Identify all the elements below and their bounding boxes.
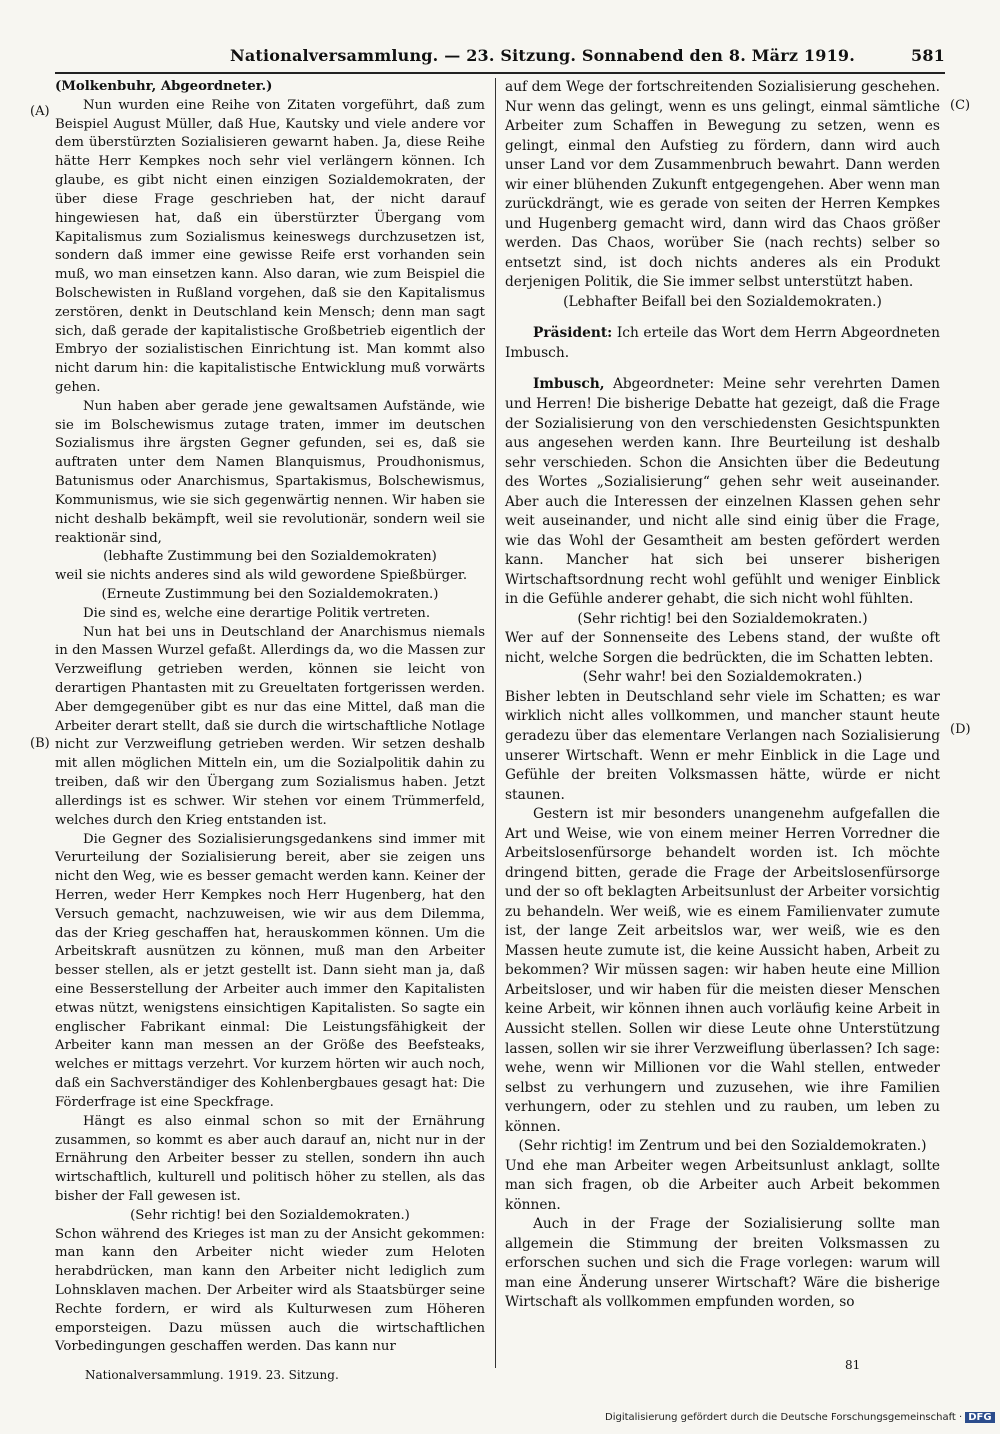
reaction-note: (Sehr richtig! bei den Sozialdemokraten.) — [130, 1207, 410, 1223]
paragraph: Nun hat bei uns in Deutschland der Anarchismus niemals in den Massen Wurzel gefaßt. Allerdings da, wo die Massen zur Verzweiflung getrieben werden, können sie leicht von derartigen Phantasten mit zu Greueltaten fortgerissen werden. Aber demgegenüber gibt es nur das eine Mittel, daß man die Arbeiter derart stellt, daß sie durch die wirtschaftliche Notlage nicht zur Verzweiflung getrieben werden. Wir setzen deshalb mit allen möglichen Mitteln ein, um die Sozialpolitik dahin zu treiben, daß wir den Übergang zum Sozialismus haben. Jetzt allerdings ist es schwer. Wir stehen vor einem Trümmerfeld, welches durch den Krieg entstanden ist. — [55, 624, 485, 828]
president-text: Ich erteile das Wort dem Herrn Abgeordneten Imbusch. — [505, 325, 941, 361]
paragraph: Die sind es, welche eine derartige Politik vertreten. — [83, 605, 431, 621]
reaction-note: (Sehr wahr! bei den Sozialdemokraten.) — [582, 669, 863, 686]
paragraph: Gestern ist mir besonders unangenehm aufgefallen die Art und Weise, wie von einem meiner Herren Vorredner die Arbeitslosenfürsorge behandelt worden ist. Ich möchte dringend bitten, gerade die Frage der Arbeitslosenfürsorge und der so oft beklagten Arbeitsunlust der Arbeiter vorsichtig zu behandeln. Wer weiß, wie es einem Familienvater zumute ist, der lange Zeit arbeitslos war, wer weiß, wie es den Massen heute zumute ist, die keine Aussicht haben, Arbeit zu bekommen? Wir müssen sagen: wir haben heute eine Million Arbeitsloser, und wir haben für die meisten dieser Menschen keine Arbeit, wir können ihnen auch vorläufig keine Arbeit in Aussicht stellen. Sollen wir diese Leute ohne Unterstützung lassen, sollen wir sie ihrer Verzweiflung überlassen? Ich sage: wehe, wenn wir Millionen vor die Wahl stellen, entweder selbst zu verhungern und zuzusehen, wie ihre Familien verhungern, oder zu stehlen und zu rauben, um leben zu können. — [505, 806, 940, 1135]
margin-marker-a: (A) — [30, 104, 50, 119]
imbusch-text: Abgeordneter: Meine sehr verehrten Damen und Herren! Die bisherige Debatte hat gezeigt, daß die Frage der Sozialisierung von den verschiedensten Gesichtspunkten aus angesehen werden kann. Ihre Beurteilung ist deshalb sehr verschieden. Schon die Ansichten über die Bedeutung des Wortes „Sozialisierung“ gehen sehr weit auseinander. Aber auch die Interessen der einzelnen Klassen gehen sehr weit auseinander, und nicht alle sind einig über die Frage, wie das Wohl der Gesamtheit am besten gefördert werden kann. Mancher hat sich bei unserer bisherigen Wirtschaftsordnung recht wohl gefühlt und weniger Einblick in die Gefühle anderer gehabt, die sich nicht wohl fühlten. — [505, 376, 940, 608]
dfg-logo: DFG — [965, 1412, 994, 1423]
paragraph: Und ehe man Arbeiter wegen Arbeitsunlust anklagt, sollte man sich fragen, ob die Arbeiter auch Arbeit bekommen können. — [505, 1157, 940, 1213]
paragraph: Die Gegner des Sozialisierungsgedankens sind immer mit Verurteilung der Sozialisierung bereit, aber sie zeigen uns nicht den Weg, wie es besser gemacht werden kann. Keiner der Herren, weder Herr Kempkes noch Herr Hugenberg, hat den Versuch gemacht, nachzuweisen, wie wir aus dem Dilemma, das der Krieg geschaffen hat, herauskommen können. Um die Arbeitskraft ausnützen zu können, muß man den Arbeiter besser stellen, als er jetzt gestellt ist. Dann sieht man ja, daß eine Besserstellung der Arbeiter auch immer den Kapitalisten etwas nützt, wenigstens einsichtigen Kapitalisten. So sagte ein englischer Fabrikant einmal: Die Leistungsfähigkeit der Arbeiter kann man messen an der Größe des Beefsteaks, welches er mittags verzehrt. Vor kurzem hörten wir auch noch, daß ein Sachverständiger des Kohlenbergbaues gesagt hat: Die Förderfrage ist eine Speckfrage. — [55, 831, 485, 1110]
paragraph: Hängt es also einmal schon so mit der Ernährung zusammen, so kommt es aber auch darauf an, nicht nur in der Ernährung den Arbeiter besser zu stellen, sondern ihn auch wirtschaftlich, kulturell und politisch höher zu stellen, als das bisher der Fall gewesen ist. — [55, 1113, 485, 1204]
digitization-credit — [605, 1412, 995, 1423]
reaction-note: (Sehr richtig! im Zentrum und bei den Sozialdemokraten.) — [518, 1138, 927, 1155]
paragraph: Nun haben aber gerade jene gewaltsamen Aufstände, wie sie im Bolschewismus zutage traten, immer im deutschen Sozialismus ihre ärgsten Gegner gefunden, sei es, daß sie auftraten unter dem Namen Blanquismus, Proudhonismus, Batunismus oder Anarchismus, Spartakismus, Bolschewismus, Kommunismus, wie sie sich gegenwärtig nennen. Wir haben sie nicht deshalb bekämpft, weil sie revolutionär, sondern weil sie reaktionär sind, — [55, 398, 485, 546]
paragraph: Schon während des Krieges ist man zu der Ansicht gekommen: man kann den Arbeiter nicht wieder zum Heloten herabdrücken, man kann den Arbeiter nicht lediglich zum Lohnsklaven machen. Der Arbeiter wird als Staatsbürger seine Rechte fordern, er wird als Kulturwesen zum Höheren emporsteigen. Dazu müssen auch die wirtschaftlichen Vorbedingungen geschaffen werden. Das kann nur — [55, 1226, 485, 1355]
reaction-note: (Erneute Zustimmung bei den Sozialdemokraten.) — [101, 586, 439, 602]
footer-session-line: Nationalversammlung. 1919. 23. Sitzung. — [85, 1368, 339, 1382]
reaction-note: (Lebhafter Beifall bei den Sozialdemokraten.) — [563, 293, 882, 310]
digitization-text: Digitalisierung gefördert durch die Deutsche Forschungsgemeinschaft · — [605, 1412, 963, 1423]
paragraph: Wer auf der Sonnenseite des Lebens stand, der wußte oft nicht, welche Sorgen die bedrückten, die im Schatten lebten. — [505, 630, 940, 666]
paragraph: Auch in der Frage der Sozialisierung sollte man allgemein die Stimmung der breiten Volksmassen zu erforschen suchen und sich die Frage vorlegen: warum will man eine Änderung unserer Wirtschaft? Wäre die bisherige Wirtschaft als vollkommen empfunden worden, so — [505, 1216, 940, 1311]
imbusch-speech — [505, 375, 940, 609]
reaction-note: (Sehr richtig! bei den Sozialdemokraten.) — [577, 610, 868, 627]
paragraph: Bisher lebten in Deutschland sehr viele im Schatten; es war wirklich nicht alles vollkommen, und mancher staunt heute geradezu über das elementare Verlangen nach Sozialisierung unserer Wirtschaft. Wenn er mehr Einblick in die Lage und Gefühle der breiten Volksmassen hätte, würde er nicht staunen. — [505, 688, 940, 803]
paragraph: weil sie nichts anderes sind als wild gewordene Spießbürger. — [55, 568, 468, 584]
paragraph: auf dem Wege der fortschreitenden Sozialisierung geschehen. Nur wenn das gelingt, wenn es uns gelingt, einmal sämtliche Arbeiter zum Schaffen in Bewegung zu setzen, wenn es gelingt, einmal den Aufstieg zu fördern, dann wird auch unser Land vor dem Zusammenbruch bewahrt. Dann werden wir einer blühenden Zukunft entgegengehen. Aber wenn man zurückdrängt, wie es gerade von seiten der Herren Kempkes und Hugenberg gemacht wird, dann wird das Chaos größer werden. Das Chaos, worüber Sie (nach rechts) selber so entsetzt sind, ist doch nichts anderes als ein Produkt derjenigen Politik, die Sie immer selbst unterstützt haben. — [505, 79, 940, 291]
footer-sheet-number: 81 — [845, 1358, 861, 1372]
header-rule — [55, 72, 945, 74]
reaction-note: (lebhafte Zustimmung bei den Sozialdemokraten) — [103, 549, 437, 565]
margin-marker-c: (C) — [950, 98, 971, 113]
column-divider — [495, 78, 496, 1368]
speaker-label-imbusch: Imbusch, — [533, 376, 605, 393]
left-column — [55, 78, 485, 1378]
page-header — [55, 46, 945, 70]
margin-marker-d: (D) — [950, 722, 971, 737]
paragraph: Nun wurden eine Reihe von Zitaten vorgeführt, daß zum Beispiel August Müller, daß Hue, Kautsky und viele andere vor dem überstürzten Sozialisieren gewarnt haben. Ja, diese Reihe hätte Herr Kempkes noch sehr viel verlängern können. Ich glaube, es gibt nicht einen einzigen Sozialdemokraten, der über diese Frage geschrieben hat, der nicht darauf hingewiesen hat, daß ein überstürzter Übergang vom Kapitalismus zum Sozialismus keineswegs durchzusetzen ist, sondern daß immer eine gewisse Reife erst vorhanden sein muß, wo man einsetzen kann. Also daran, wie zum Beispiel die Bolschewisten in Rußland vorgehen, daß sie den Kapitalismus zerstören, denkt in Deutschland kein Mensch; denn man sagt sich, daß gerade der kapitalistische Großbetrieb eigentlich der Embryo der sozialistischen Einrichtung ist. Man kommt also nicht darum hin: die kapitalistische Entwicklung muß vorwärts gehen. — [55, 97, 485, 395]
page-number: 581 — [911, 46, 945, 65]
speaker-continuation: (Molkenbuhr, Abgeordneter.) — [55, 79, 273, 94]
right-column — [505, 78, 940, 1378]
margin-marker-b: (B) — [30, 736, 50, 751]
header-title: Nationalversammlung. — 23. Sitzung. Sonnabend den 8. März 1919. — [230, 46, 856, 65]
speaker-label-president: Präsident: — [533, 325, 613, 342]
president-statement — [505, 324, 940, 363]
